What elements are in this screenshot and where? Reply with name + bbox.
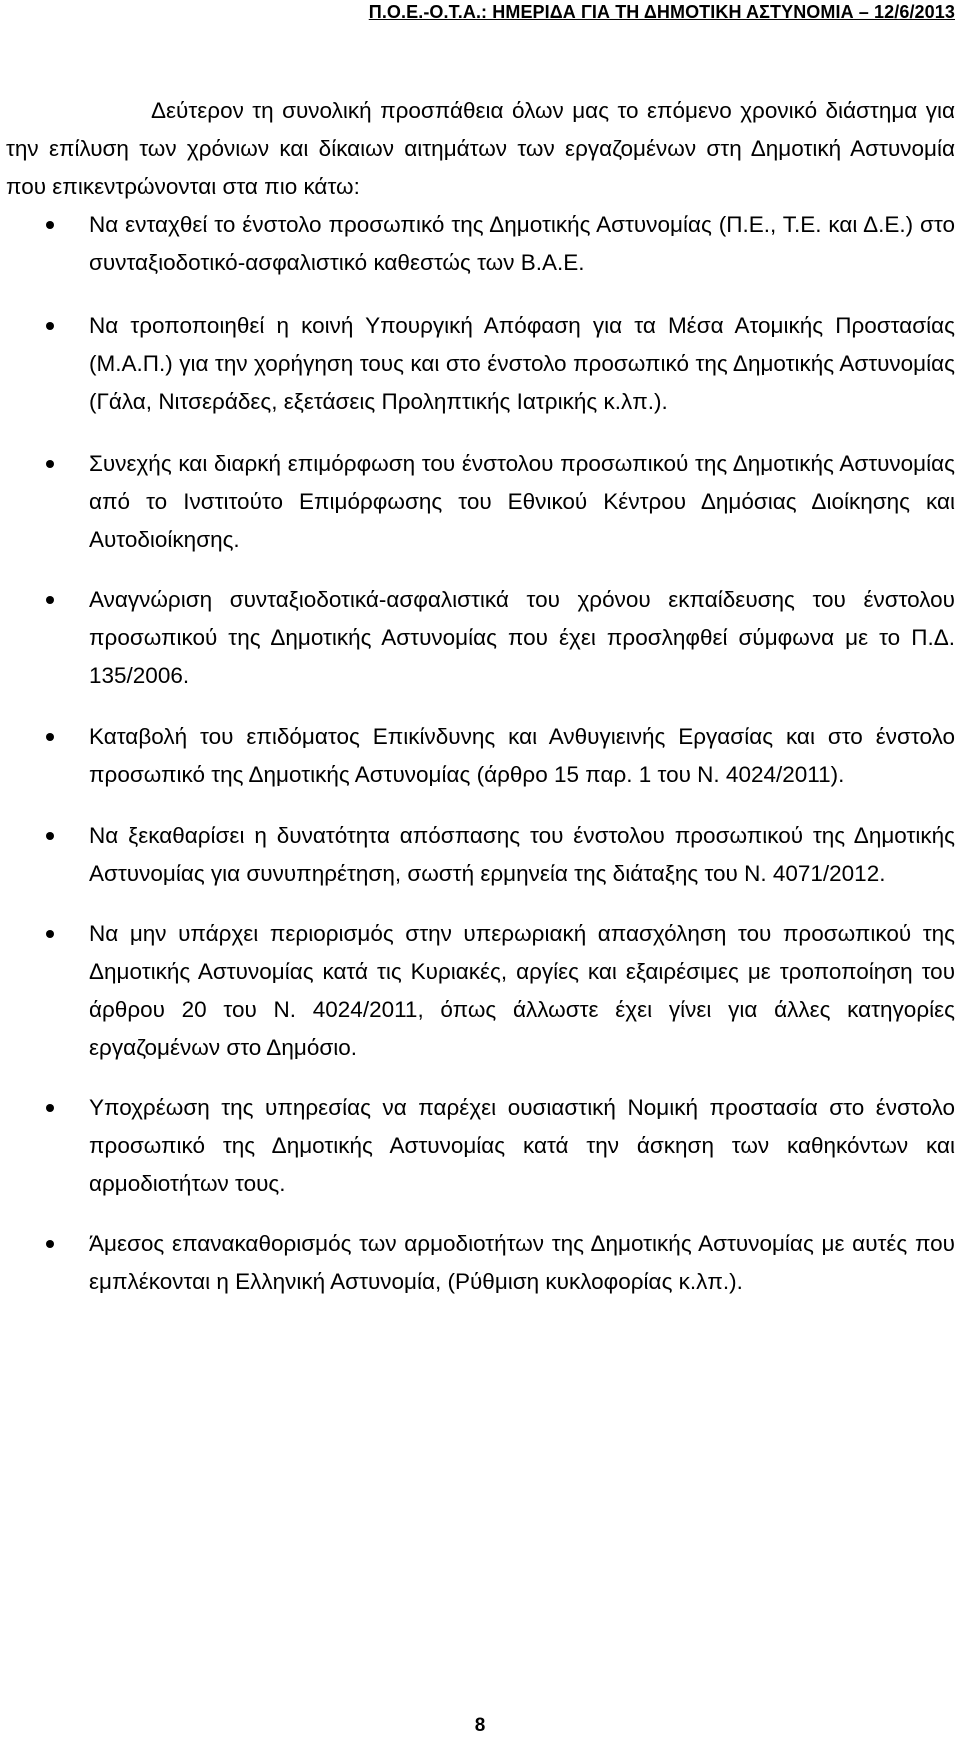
list-item (0, 817, 955, 893)
list-item-text: Να τροποποιηθεί η κοινή Υπουργική Απόφαση για τα Μέσα Ατομικής Προστασίας (Μ.Α.Π.) για την χορήγηση τους και στο ένστολο προσωπικό της Δημοτικής Αστυνομίας (Γάλα, Νιτσεράδες, εξετάσεις Προληπτικής Ιατρικής κ.λπ.). (89, 313, 955, 414)
list-item-text: Να ξεκαθαρίσει η δυνατότητα απόσπασης του ένστολου προσωπικού της Δημοτικής Αστυνομίας για συνυπηρέτηση, σωστή ερμηνεία της διάταξης του Ν. 4071/2012. (89, 823, 955, 886)
list-item (0, 1225, 955, 1301)
bullet-icon (46, 322, 54, 330)
list-item (0, 1089, 955, 1203)
list-item (0, 915, 955, 1067)
list-item-text: Αναγνώριση συνταξιοδοτικά-ασφαλιστικά του χρόνου εκπαίδευσης του ένστολου προσωπικού της Δημοτικής Αστυνομίας που έχει προσληφθεί σύμφωνα με το Π.Δ. 135/2006. (89, 587, 955, 688)
bullet-icon (46, 596, 54, 604)
bullet-icon (46, 1104, 54, 1112)
bullet-icon (46, 733, 54, 741)
list-item-text: Υποχρέωση της υπηρεσίας να παρέχει ουσιαστική Νομική προστασία στο ένστολο προσωπικό της Δημοτικής Αστυνομίας κατά την άσκηση των καθηκόντων και αρμοδιοτήτων τους. (89, 1095, 955, 1196)
list-item (0, 718, 955, 794)
list-item-text: Άμεσος επανακαθορισμός των αρμοδιοτήτων της Δημοτικής Αστυνομίας με αυτές που εμπλέκονται η Ελληνική Αστυνομία, (Ρύθμιση κυκλοφορίας κ.λπ.). (89, 1231, 955, 1294)
list-item-text: Καταβολή του επιδόματος Επικίνδυνης και Ανθυγιεινής Εργασίας και στο ένστολο προσωπικό της Δημοτικής Αστυνομίας (άρθρο 15 παρ. 1 του Ν. 4024/2011). (89, 724, 955, 787)
intro-paragraph: Δεύτερον τη συνολική προσπάθεια όλων μας το επόμενο χρονικό διάστημα για την επίλυση των χρόνιων και δίκαιων αιτημάτων των εργαζομένων στη Δημοτική Αστυνομία που επικεντρώνονται στα πιο κάτω: (6, 98, 955, 199)
bullet-icon (46, 832, 54, 840)
demands-list (0, 206, 960, 1301)
page-header: Π.Ο.Ε.-Ο.Τ.Α.: ΗΜΕΡΙΔΑ ΓΙΑ ΤΗ ΔΗΜΟΤΙΚΗ ΑΣΤΥΝΟΜΙΑ – 12/6/2013 (368, 2, 955, 22)
list-item-text: Να μην υπάρχει περιορισμός στην υπερωριακή απασχόληση του προσωπικού της Δημοτικής Αστυνομίας κατά τις Κυριακές, αργίες και εξαιρέσιμες με τροποποίηση του άρθρου 20 του Ν. 4024/2011, όπως άλλωστε έχει γίνει για άλλες κατηγορίες εργαζομένων στο Δημόσιο. (89, 921, 955, 1060)
list-item (0, 307, 955, 421)
page-number: 8 (474, 1715, 486, 1736)
list-item (0, 581, 955, 695)
list-item (0, 445, 955, 559)
bullet-icon (46, 460, 54, 468)
bullet-icon (46, 1240, 54, 1248)
bullet-icon (46, 221, 54, 229)
list-item-text: Συνεχής και διαρκή επιμόρφωση του ένστολου προσωπικού της Δημοτικής Αστυνομίας από το Ινστιτούτο Επιμόρφωσης του Εθνικού Κέντρου Δημόσιας Διοίκησης και Αυτοδιοίκησης. (89, 451, 955, 552)
bullet-icon (46, 930, 54, 938)
list-item (0, 206, 955, 282)
list-item-text: Να ενταχθεί το ένστολο προσωπικό της Δημοτικής Αστυνομίας (Π.Ε., Τ.Ε. και Δ.Ε.) στο συνταξιοδοτικό-ασφαλιστικό καθεστώς των Β.Α.Ε. (89, 212, 955, 275)
